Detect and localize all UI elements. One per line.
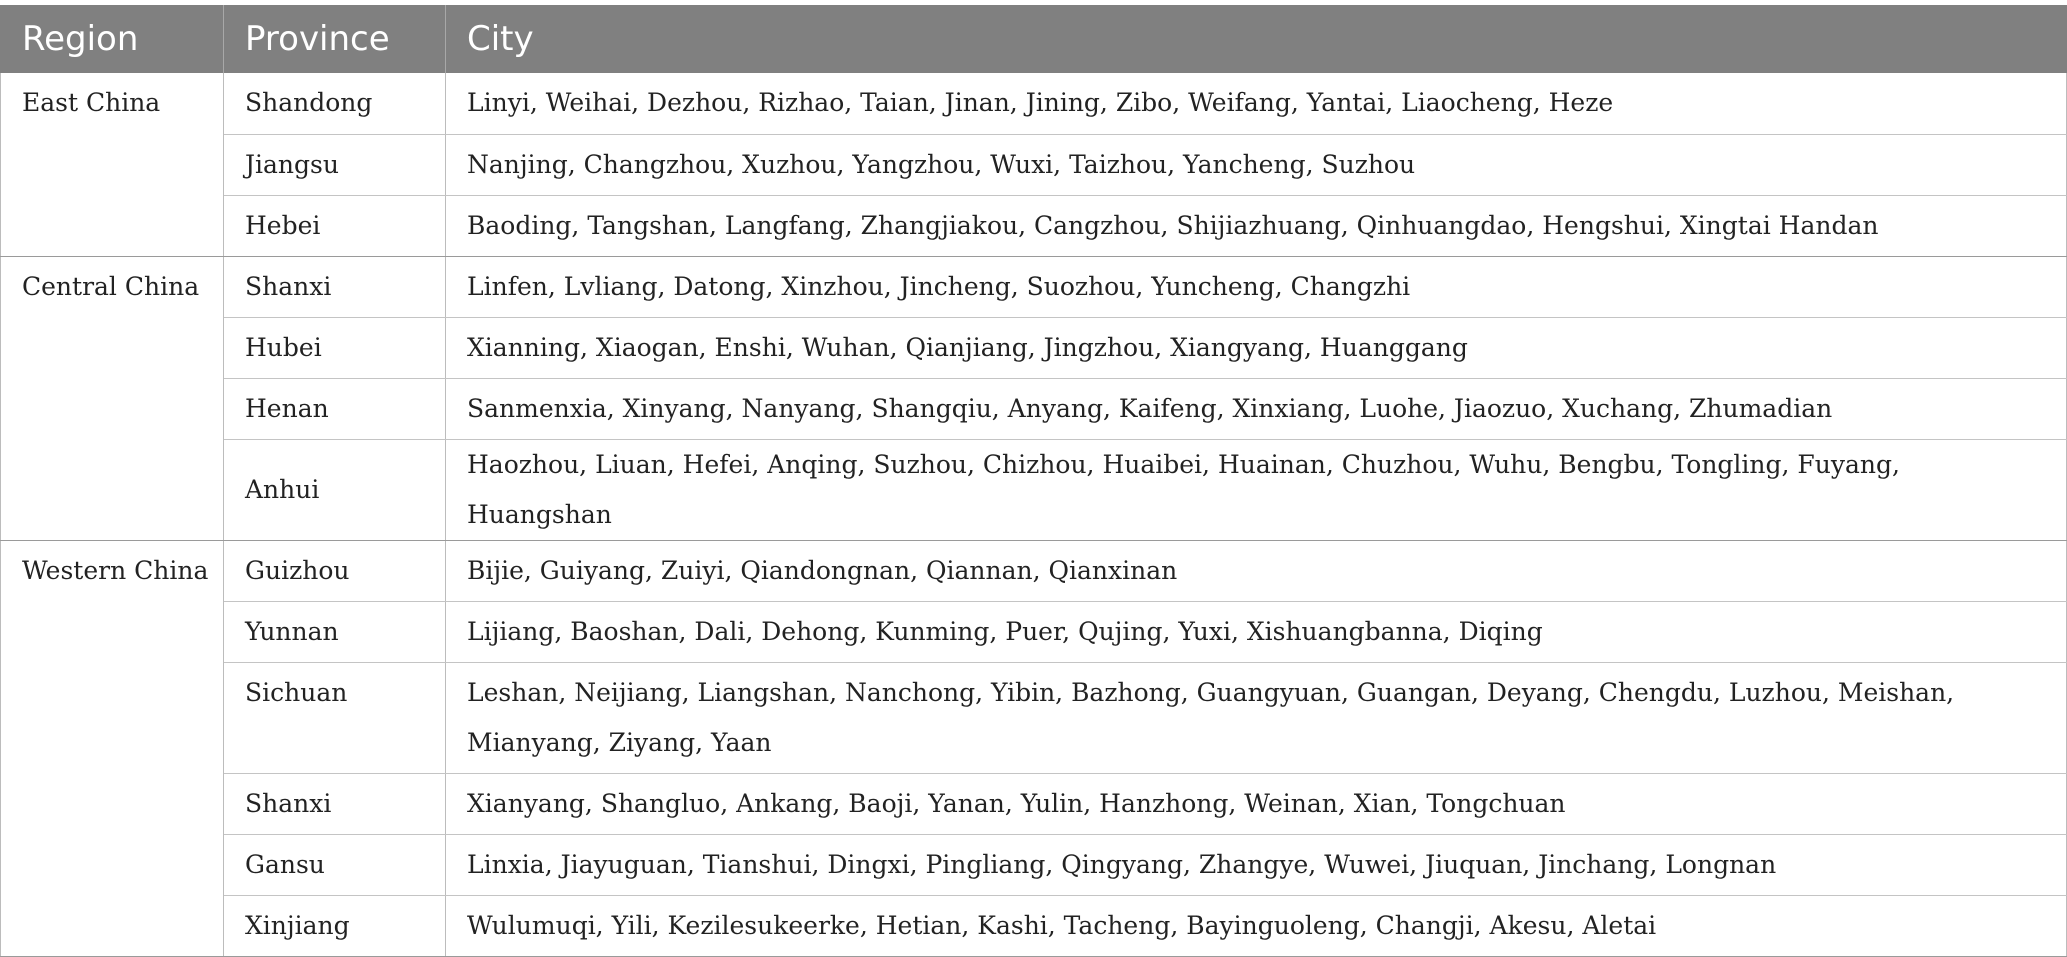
province-cell: Shanxi [224,773,446,834]
city-cell: Linfen, Lvliang, Datong, Xinzhou, Jincheng, Suozhou, Yuncheng, Changzhi [446,256,2067,317]
table-body [1,73,2067,956]
table-row [1,540,2067,601]
header-region: Region [1,5,224,73]
city-cell: Linyi, Weihai, Dezhou, Rizhao, Taian, Jinan, Jining, Zibo, Weifang, Yantai, Liaocheng, Heze [446,73,2067,134]
table-row [1,601,2067,662]
city-cell: Lijiang, Baoshan, Dali, Dehong, Kunming, Puer, Qujing, Yuxi, Xishuangbanna, Diqing [446,601,2067,662]
city-cell: Linxia, Jiayuguan, Tianshui, Dingxi, Pingliang, Qingyang, Zhangye, Wuwei, Jiuquan, Jinchang, Longnan [446,834,2067,895]
province-cell: Anhui [224,439,446,540]
city-cell: Leshan, Neijiang, Liangshan, Nanchong, Yibin, Bazhong, Guangyuan, Guangan, Deyang, Chengdu, Luzhou, Meishan, Mianyang, Ziyang, Yaan [446,662,2067,773]
table-row [1,439,2067,540]
province-cell: Sichuan [224,662,446,773]
city-cell: Bijie, Guiyang, Zuiyi, Qiandongnan, Qiannan, Qianxinan [446,540,2067,601]
region-cell: East China [1,73,224,256]
table-row [1,773,2067,834]
table-row [1,895,2067,956]
province-cell: Shandong [224,73,446,134]
city-cell: Haozhou, Liuan, Hefei, Anqing, Suzhou, Chizhou, Huaibei, Huainan, Chuzhou, Wuhu, Bengbu, Tongling, Fuyang, Huangshan [446,439,2067,540]
table-row [1,73,2067,134]
province-cell: Xinjiang [224,895,446,956]
header-province: Province [224,5,446,73]
header-row [1,5,2067,73]
province-cell: Henan [224,378,446,439]
region-province-city-table [0,5,2067,957]
province-cell: Hebei [224,195,446,256]
province-cell: Gansu [224,834,446,895]
city-cell: Xianning, Xiaogan, Enshi, Wuhan, Qianjiang, Jingzhou, Xiangyang, Huanggang [446,317,2067,378]
city-cell: Nanjing, Changzhou, Xuzhou, Yangzhou, Wuxi, Taizhou, Yancheng, Suzhou [446,134,2067,195]
city-cell: Wulumuqi, Yili, Kezilesukeerke, Hetian, Kashi, Tacheng, Bayinguoleng, Changji, Akesu, Aletai [446,895,2067,956]
province-cell: Jiangsu [224,134,446,195]
table-row [1,378,2067,439]
table-row [1,134,2067,195]
table-row [1,834,2067,895]
province-cell: Guizhou [224,540,446,601]
region-cell: Western China [1,540,224,956]
table-header [1,5,2067,73]
header-city: City [446,5,2067,73]
table-row [1,317,2067,378]
table-row [1,256,2067,317]
region-table-container [0,5,2066,957]
region-cell: Central China [1,256,224,540]
province-cell: Shanxi [224,256,446,317]
table-row [1,195,2067,256]
city-cell: Xianyang, Shangluo, Ankang, Baoji, Yanan, Yulin, Hanzhong, Weinan, Xian, Tongchuan [446,773,2067,834]
city-cell: Baoding, Tangshan, Langfang, Zhangjiakou, Cangzhou, Shijiazhuang, Qinhuangdao, Hengshui, Xingtai Handan [446,195,2067,256]
city-cell: Sanmenxia, Xinyang, Nanyang, Shangqiu, Anyang, Kaifeng, Xinxiang, Luohe, Jiaozuo, Xuchang, Zhumadian [446,378,2067,439]
province-cell: Yunnan [224,601,446,662]
province-cell: Hubei [224,317,446,378]
table-row [1,662,2067,773]
